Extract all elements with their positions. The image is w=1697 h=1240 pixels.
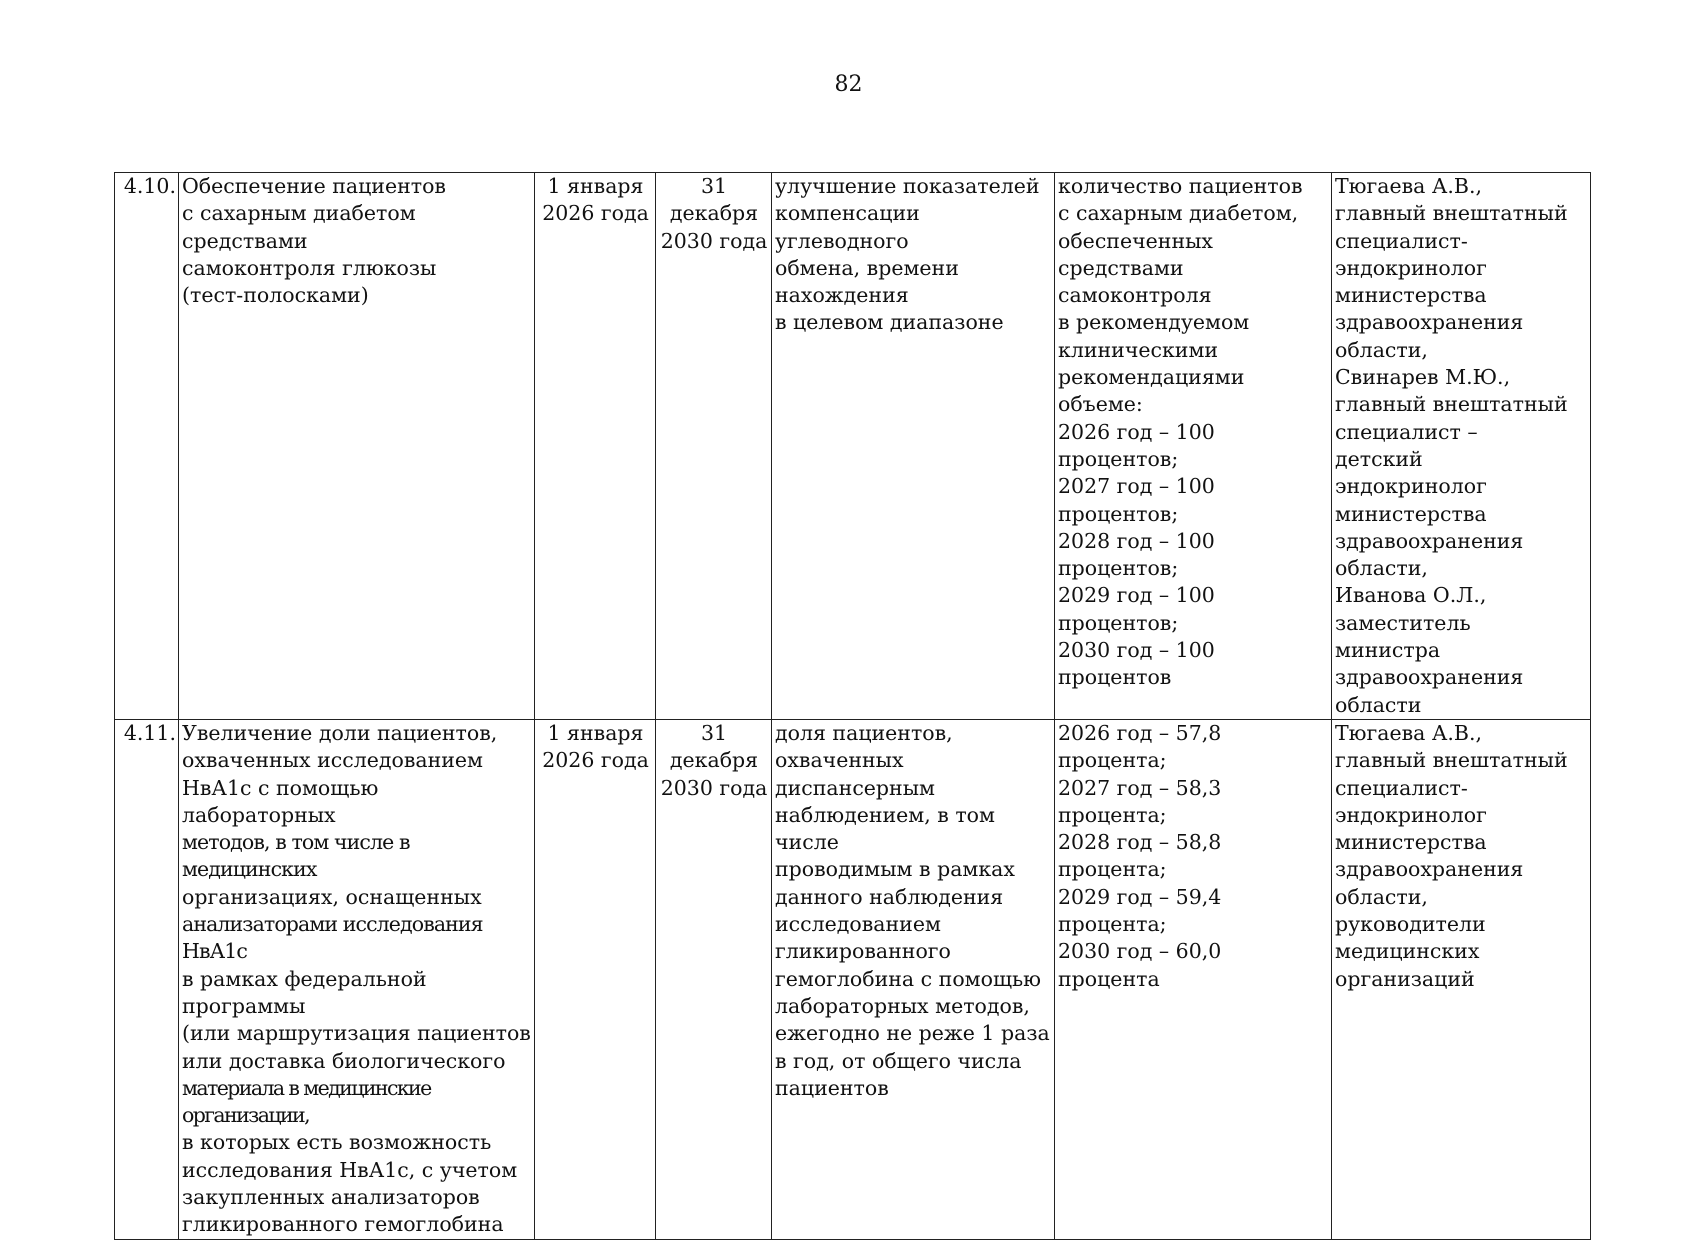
measure-description: Обеспечение пациентов с сахарным диабетом средствами самоконтроля глюкозы (тест-полосками) (179, 173, 535, 720)
measure-line: (или маршрутизация пациентов (182, 1021, 531, 1046)
measure-line: гликированного гемоглобина (182, 1212, 504, 1237)
table-row (115, 719, 1591, 1239)
page-number: 82 (834, 72, 863, 97)
item-number: 4.10. (115, 173, 179, 720)
table-row (115, 173, 1591, 720)
measure-line: в которых есть возможность (182, 1130, 492, 1155)
target-indicator: 2026 год – 57,8 процента; 2027 год – 58,3 процента; 2028 год – 58,8 процента; 2029 год – 59,4 процента; 2030 год – 60,0 процента (1055, 719, 1332, 1239)
measure-line: материала в медицинские организации, (182, 1075, 431, 1128)
measure-line: исследования НвА1с, с учетом (182, 1157, 518, 1182)
start-date: 1 января 2026 года (535, 173, 656, 720)
target-indicator: количество пациентов с сахарным диабетом, обеспеченных средствами самоконтроля в рекомендуемом клиническими рекомендациями объеме: 2026 год – 100 процентов; 2027 год – 100 процентов; 2028 год – 100 процентов; 2029 год – 100 процентов; 2030 год – 100 процентов (1055, 173, 1332, 720)
start-date: 1 января 2026 года (535, 719, 656, 1239)
measure-line: или доставка биологического (182, 1048, 506, 1073)
end-date: 31 декабря 2030 года (656, 719, 772, 1239)
measures-table (114, 172, 1591, 1240)
expected-result: улучшение показателей компенсации углеводного обмена, времени нахождения в целевом диапазоне (772, 173, 1055, 720)
measure-line: анализаторами исследования НвА1с (182, 912, 483, 964)
measure-line: охваченных исследованием (182, 748, 483, 773)
measure-line: закупленных анализаторов (182, 1184, 480, 1209)
measure-description (179, 719, 535, 1239)
measure-line: НвА1с с помощью лабораторных (182, 775, 379, 827)
expected-result: доля пациентов, охваченных диспансерным наблюдением, в том числе проводимым в рамках данного наблюдения исследованием гликированного гемоглобина с помощью лабораторных методов, ежегодно не реже 1 раза в год, от общего числа пациентов (772, 719, 1055, 1239)
measure-line: методов, в том числе в медицинских (182, 830, 410, 882)
item-number: 4.11. (115, 719, 179, 1239)
measure-line: в рамках федеральной программы (182, 966, 427, 1018)
measure-line: организациях, оснащенных (182, 884, 482, 909)
end-date: 31 декабря 2030 года (656, 173, 772, 720)
responsible-persons: Тюгаева А.В., главный внештатный специалист- эндокринолог министерства здравоохранения области, руководители медицинских организаций (1332, 719, 1591, 1239)
measure-line: Увеличение доли пациентов, (182, 720, 498, 745)
responsible-persons: Тюгаева А.В., главный внештатный специалист- эндокринолог министерства здравоохранения области, Свинарев М.Ю., главный внештатный специалист – детский эндокринолог министерства здравоохранения области, Иванова О.Л., заместитель министра здравоохранения области (1332, 173, 1591, 720)
